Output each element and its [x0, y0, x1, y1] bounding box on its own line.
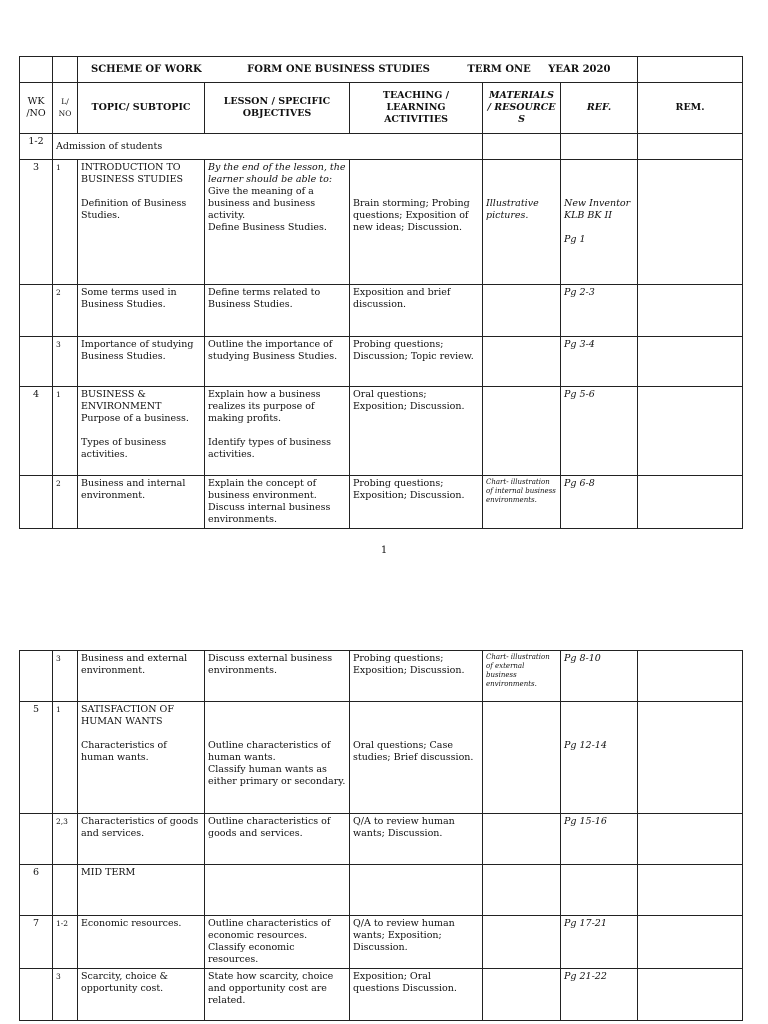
wk-cell: 3	[20, 160, 53, 285]
ref-cell: Pg 21-22	[561, 969, 638, 1021]
col-topic: TOPIC/ SUBTOPIC	[78, 83, 205, 134]
objectives-cell: Explain the concept of business environment. Discuss internal business environments.	[205, 476, 350, 529]
ref-cell: Pg 15-16	[561, 814, 638, 865]
topic-cell: Admission of students	[53, 134, 483, 160]
ref-cell	[561, 702, 638, 814]
page-number: 1	[380, 545, 388, 556]
activities-cell: Exposition and brief discussion.	[350, 285, 483, 337]
lno-cell: 2,3	[53, 814, 78, 865]
table-row	[20, 337, 743, 387]
ref-cell: Pg 5-6	[561, 387, 638, 476]
scheme-table-page-2	[19, 650, 743, 1021]
table-row	[20, 702, 743, 814]
objectives-cell: Outline the importance of studying Business Studies.	[205, 337, 350, 387]
table-row	[20, 476, 743, 529]
topic-cell: Importance of studying Business Studies.	[78, 337, 205, 387]
topic-cell: Business and external environment.	[78, 651, 205, 702]
objectives-cell: Define terms related to Business Studies.	[205, 285, 350, 337]
objective: Define Business Studies.	[208, 222, 327, 233]
objectives-cell	[205, 916, 350, 969]
lno-cell: 1	[53, 702, 78, 814]
lno-cell: 2	[53, 285, 78, 337]
objectives-cell: Discuss external business environments.	[205, 651, 350, 702]
materials-cell: Chart- illustration of external business environments.	[483, 651, 561, 702]
scheme-table-page-1	[19, 56, 743, 529]
ref-page: Pg 1	[564, 234, 586, 245]
lno-cell: 2	[53, 476, 78, 529]
col-materials: MATERIALS / RESOURCE S	[483, 83, 561, 134]
lno-cell: 1	[53, 387, 78, 476]
topic-cell: Economic resources.	[78, 916, 205, 969]
table-row	[20, 134, 743, 160]
topic-cell	[78, 702, 205, 814]
lno-cell: 1-2	[53, 916, 78, 969]
activities-cell: Exposition; Oral questions Discussion.	[350, 969, 483, 1021]
lno-cell: 3	[53, 969, 78, 1021]
topic-heading: SATISFACTION OF HUMAN WANTS	[81, 704, 174, 727]
activities-text: Brain storming; Probing questions; Exposition of new ideas; Discussion.	[353, 198, 470, 233]
table-row	[20, 160, 743, 285]
objective: Give the meaning of a business and business activity.	[208, 186, 316, 221]
col-ref: REF.	[561, 83, 638, 134]
table-row	[20, 651, 743, 702]
col-objectives: LESSON / SPECIFIC OBJECTIVES	[205, 83, 350, 134]
col-activities: TEACHING / LEARNING ACTIVITIES	[350, 83, 483, 134]
title-subject: FORM ONE BUSINESS STUDIES	[247, 63, 430, 75]
topic-heading: INTRODUCTION TO BUSINESS STUDIES	[81, 162, 184, 185]
ref-cell: Pg 3-4	[561, 337, 638, 387]
materials-cell	[483, 160, 561, 285]
header-row	[20, 83, 743, 134]
objective: Outline characteristics of economic resources.	[208, 918, 331, 941]
topic-heading: BUSINESS & ENVIRONMENT	[81, 389, 162, 412]
ref-cell: Pg 17-21	[561, 916, 638, 969]
topic-cell: MID TERM	[78, 865, 205, 916]
materials-text: Illustrative pictures.	[486, 198, 539, 221]
topic-cell	[78, 160, 205, 285]
activities-cell: Q/A to review human wants; Exposition; Discussion.	[350, 916, 483, 969]
table-row	[20, 285, 743, 337]
topic-cell: Business and internal environment.	[78, 476, 205, 529]
ref-cell	[561, 160, 638, 285]
lno-cell: 3	[53, 651, 78, 702]
objectives-intro: By the end of the lesson, the learner should be able to:	[208, 162, 346, 185]
wk-cell: 4	[20, 387, 53, 476]
activities-cell: Probing questions; Discussion; Topic review.	[350, 337, 483, 387]
topic-cell: Characteristics of goods and services.	[78, 814, 205, 865]
activities-cell	[350, 160, 483, 285]
objectives-cell: Outline characteristics of goods and services.	[205, 814, 350, 865]
subtopic: Types of business activities.	[81, 437, 167, 460]
ref-page: Pg 12-14	[564, 740, 607, 751]
activities-cell: Q/A to review human wants; Discussion.	[350, 814, 483, 865]
wk-cell: 1-2	[20, 134, 53, 160]
objectives-cell	[205, 160, 350, 285]
col-lno: L/ NO	[53, 83, 78, 134]
wk-cell: 5	[20, 702, 53, 814]
col-wk: WK /NO	[20, 83, 53, 134]
objective: Explain how a business realizes its purpose of making profits.	[208, 389, 321, 424]
title-term: TERM ONE	[467, 63, 531, 75]
activities-cell: Oral questions; Exposition; Discussion.	[350, 387, 483, 476]
materials-cell: Chart- illustration of internal business environments.	[483, 476, 561, 529]
objective: Classify economic resources.	[208, 942, 295, 965]
wk-cell: 6	[20, 865, 53, 916]
ref-book: New Inventor KLB BK II	[564, 198, 631, 221]
title-scheme: SCHEME OF WORK	[91, 63, 202, 75]
objective: Classify human wants as either primary or secondary.	[208, 764, 346, 787]
topic-cell	[78, 387, 205, 476]
table-row	[20, 865, 743, 916]
title-cell	[78, 57, 638, 83]
subtopic: Characteristics of human wants.	[81, 740, 167, 763]
activities-text: Oral questions; Case studies; Brief discussion.	[353, 740, 474, 763]
activities-cell: Probing questions; Exposition; Discussion.	[350, 651, 483, 702]
topic-cell: Some terms used in Business Studies.	[78, 285, 205, 337]
activities-cell: Probing questions; Exposition; Discussion.	[350, 476, 483, 529]
objectives-cell	[205, 387, 350, 476]
title-year: YEAR 2020	[548, 63, 611, 75]
ref-cell: Pg 6-8	[561, 476, 638, 529]
objectives-cell	[205, 702, 350, 814]
ref-cell: Pg 2-3	[561, 285, 638, 337]
activities-cell	[350, 702, 483, 814]
lno-cell: 1	[53, 160, 78, 285]
table-row	[20, 387, 743, 476]
objective: Outline characteristics of human wants.	[208, 740, 331, 763]
objective: Identify types of business activities.	[208, 437, 331, 460]
table-row	[20, 814, 743, 865]
wk-cell: 7	[20, 916, 53, 969]
ref-cell: Pg 8-10	[561, 651, 638, 702]
subtopic: Definition of Business Studies.	[81, 198, 187, 221]
title-row	[20, 57, 743, 83]
lno-cell: 3	[53, 337, 78, 387]
subtopic: Purpose of a business.	[81, 413, 189, 424]
col-rem: REM.	[638, 83, 743, 134]
table-row	[20, 969, 743, 1021]
table-row	[20, 916, 743, 969]
topic-cell: Scarcity, choice & opportunity cost.	[78, 969, 205, 1021]
objectives-cell: State how scarcity, choice and opportunity cost are related.	[205, 969, 350, 1021]
